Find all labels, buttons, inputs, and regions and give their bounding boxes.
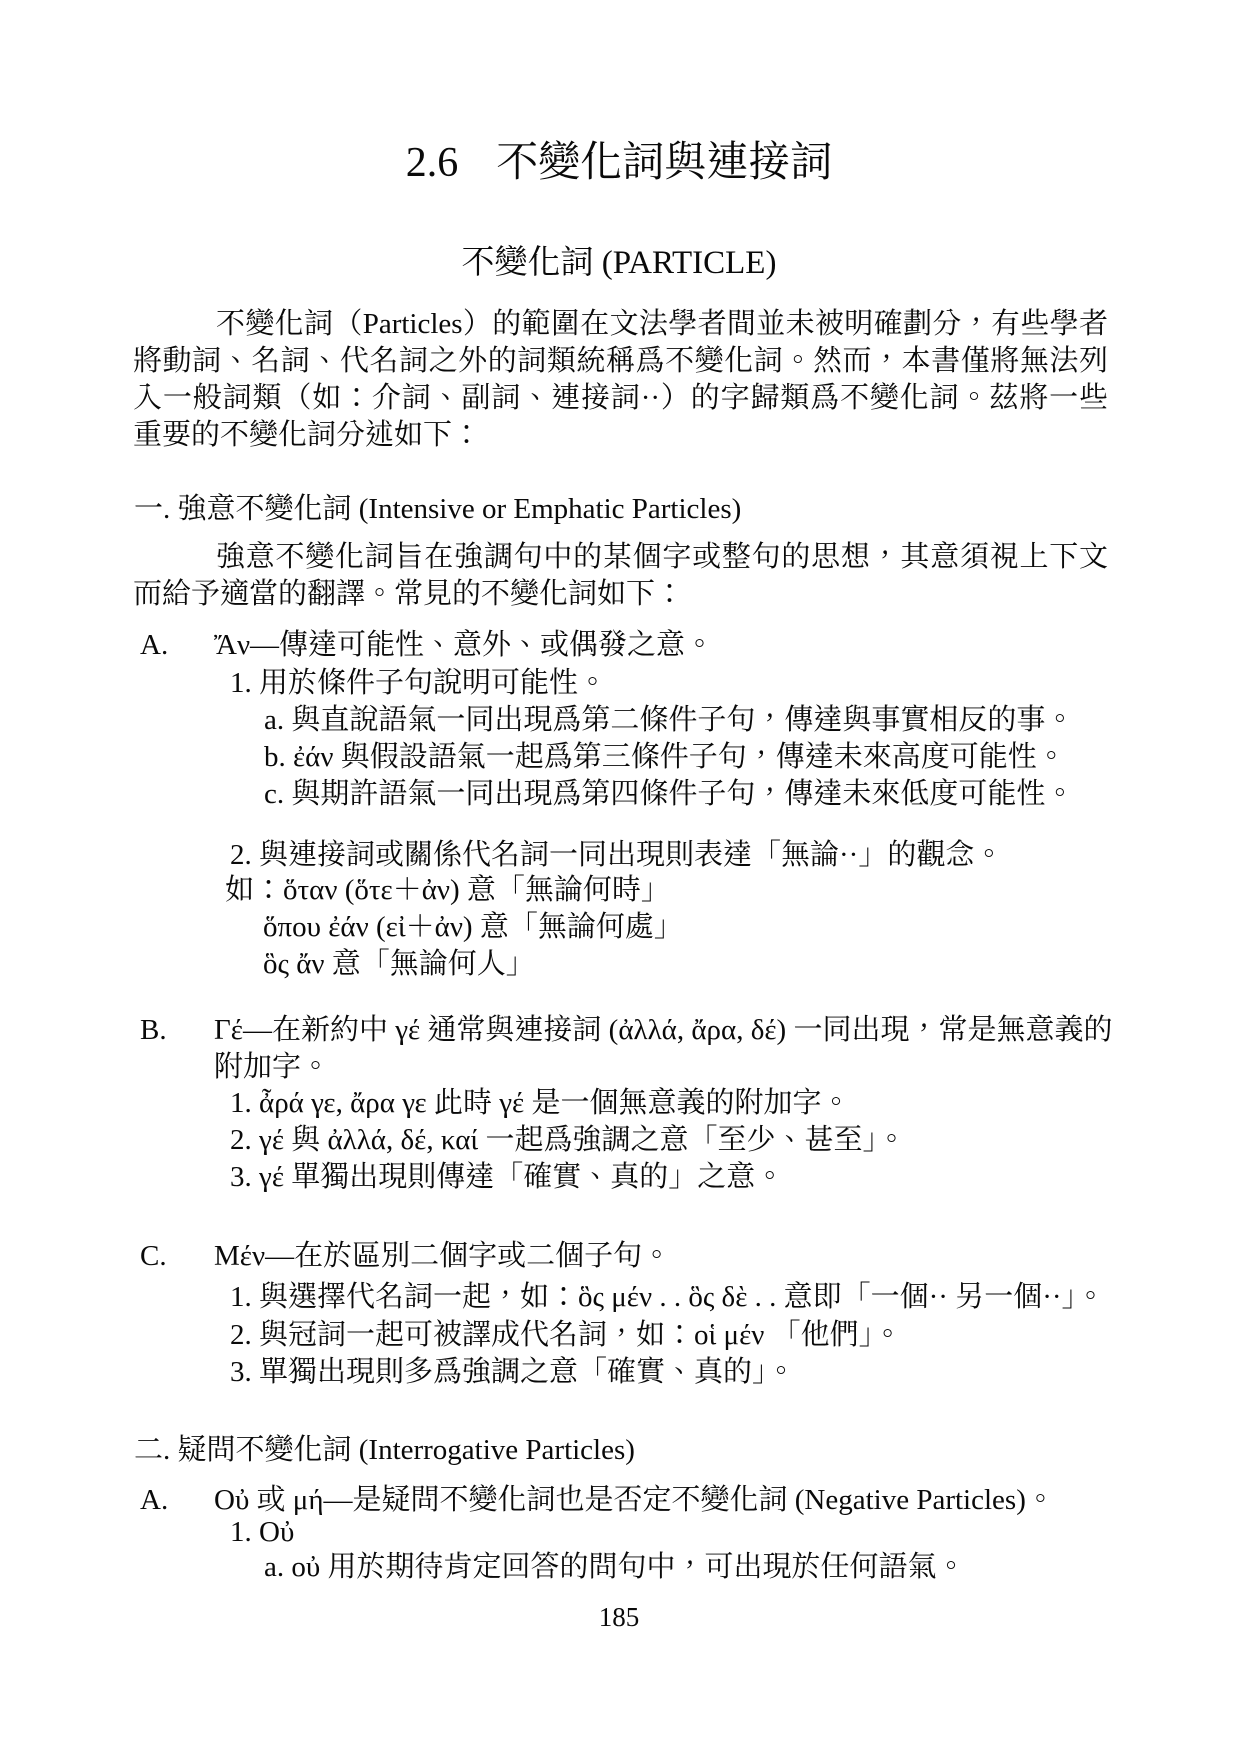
item-c-label: C. xyxy=(140,1240,167,1272)
item-a-example-2: ὅπου ἐάν (εἰ＋ἀν) 意「無論何處」 xyxy=(263,911,683,943)
page-number: 185 xyxy=(598,1602,640,1632)
item-a-point-1: 1. 用於條件子句說明可能性。 xyxy=(230,667,608,699)
item-a-label: A. xyxy=(140,629,169,661)
item-b-point-2: 2. γέ 與 ἀλλά, δέ, καί 一起爲強調之意「至少、甚至」。 xyxy=(230,1124,906,1156)
section-2-item-a-text: Οὐ 或 μή—是疑問不變化詞也是否定不變化詞 (Negative Particles)。 xyxy=(214,1484,1055,1516)
item-a-row xyxy=(140,627,1115,664)
section-1-heading: 一. 強意不變化詞 (Intensive or Emphatic Particles) xyxy=(134,493,742,525)
chapter-title-text: 不變化詞與連接詞 xyxy=(496,140,833,186)
item-a-text: Ἄν—傳達可能性、意外、或偶發之意。 xyxy=(214,629,715,661)
item-a-point-1c: c. 與期許語氣一同出現爲第四條件子句，傳達未來低度可能性。 xyxy=(264,778,1075,810)
item-b-point-3: 3. γέ 單獨出現則傳達「確實、真的」之意。 xyxy=(230,1161,785,1193)
chapter-title xyxy=(0,138,1238,188)
item-c-point-1: 1. 與選擇代名詞一起，如：ὃς μέν . . ὃς δὲ . . 意即「一個·· 另一個··」。 xyxy=(230,1281,1106,1313)
item-c-text: Μέν—在於區別二個字或二個子句。 xyxy=(214,1240,672,1272)
section-2-item-a-point-1: 1. Οὐ xyxy=(230,1516,295,1548)
item-b-text: Γέ—在新約中 γέ 通常與連接詞 (ἀλλά, ἄρα, δέ) 一同出現，常是無意義的附加字。 xyxy=(214,1014,1113,1083)
item-a-example-3: ὃς ἄν 意「無論何人」 xyxy=(263,948,535,980)
item-b-point-1: 1. ἆρά γε, ἄρα γε 此時 γέ 是一個無意義的附加字。 xyxy=(230,1087,851,1119)
section-1-intro-paragraph: 強意不變化詞旨在強調句中的某個字或整句的思想，其意須視上下文而給予適當的翻譯。常見的不變化詞如下： xyxy=(133,541,1108,610)
item-a-point-2: 2. 與連接詞或關係代名詞一同出現則表達「無論··」的觀念。 xyxy=(230,839,1004,871)
section-2-item-a-point-1a: a. οὐ 用於期待肯定回答的問句中，可出現於任何語氣。 xyxy=(264,1551,966,1583)
item-a-example-1: 如：ὅταν (ὅτε＋ἀν) 意「無論何時」 xyxy=(225,874,670,906)
item-a-point-1a: a. 與直說語氣一同出現爲第二條件子句，傳達與事實相反的事。 xyxy=(264,704,1075,736)
chapter-number: 2.6 xyxy=(405,140,459,186)
item-c-row xyxy=(140,1238,1115,1275)
item-b-row xyxy=(140,1012,1115,1086)
section-2-heading: 二. 疑問不變化詞 (Interrogative Particles) xyxy=(134,1434,635,1466)
item-c-point-3: 3. 單獨出現則多爲強調之意「確實、真的」。 xyxy=(230,1356,796,1388)
intro-paragraph: 不變化詞（Particles）的範圍在文法學者間並未被明確劃分，有些學者將動詞、名詞、代名詞之外的詞類統稱爲不變化詞。然而，本書僅將無法列入一般詞類（如：介詞、副詞、連接詞··）的字歸類爲不變化詞。茲將一些重要的不變化詞分述如下： xyxy=(133,308,1108,451)
item-b-label: B. xyxy=(140,1014,167,1046)
section-2-item-a-label: A. xyxy=(140,1484,169,1516)
item-c-point-2: 2. 與冠詞一起可被譯成代名詞，如：οἱ μέν 「他們」。 xyxy=(230,1319,903,1351)
item-a-point-1b: b. ἐάν 與假設語氣一起爲第三條件子句，傳達未來高度可能性。 xyxy=(264,741,1066,773)
page-subtitle: 不變化詞 (PARTICLE) xyxy=(461,245,777,281)
